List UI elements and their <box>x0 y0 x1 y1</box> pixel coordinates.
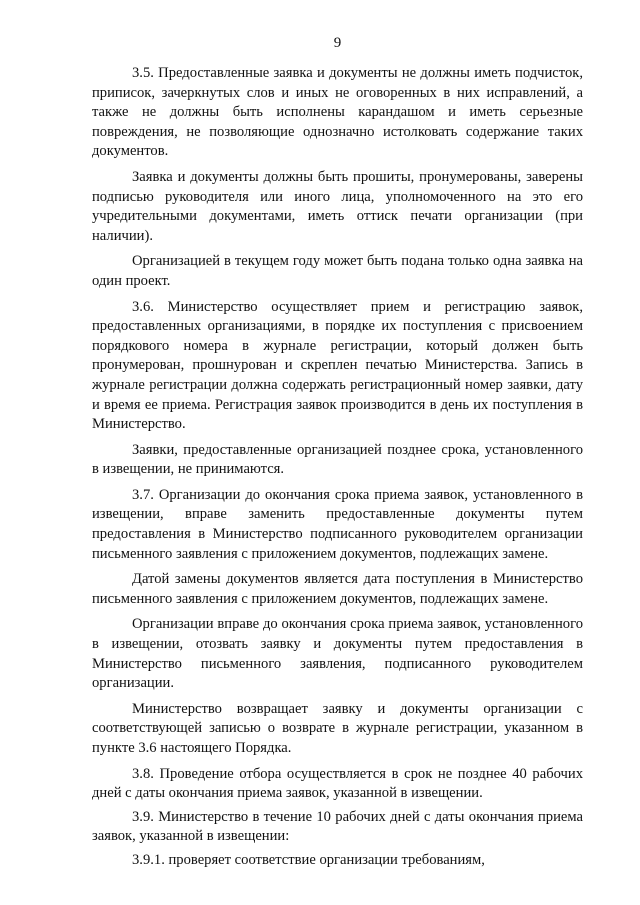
paragraph-3-5: 3.5. Предоставленные заявка и документы не должны иметь подчисток, приписок, зачеркнутых слов и иных не оговоренных в них исправлений, а также не должны быть исполнены карандашом и иметь серьезные повреждения, не позволяющие однозначно истолковать содержание таких документов. <box>92 65 583 160</box>
paragraph-return: Министерство возвращает заявку и документы организации с соответствующей записью о возврате в журнале регистрации, указанном в пункте 3.6 настоящего Порядка. <box>92 700 583 756</box>
paragraph-3-8: 3.8. Проведение отбора осуществляется в срок не позднее 40 рабочих дней с даты окончания приема заявок, указанной в извещении. <box>92 765 583 802</box>
paragraph-3-7: 3.7. Организации до окончания срока приема заявок, установленного в извещении, вправе заменить предоставленные документы путем предоставления в Министерство подписанного руководителем организации письменного заявления с приложением документов, подлежащих замене. <box>92 486 583 562</box>
paragraph-signing-requirements: Заявка и документы должны быть прошиты, пронумерованы, заверены подписью руководителя или иного лица, уполномоченного на это его учредительными документами, иметь оттиск печати организации (при наличии). <box>92 168 583 244</box>
page-number: 9 <box>333 35 342 51</box>
paragraph-withdrawal: Организации вправе до окончания срока приема заявок, установленного в извещении, отозвать заявку и документы путем предоставления в Министерство письменного заявления, подписанного руководителем организации. <box>92 616 583 692</box>
paragraph-3-6: 3.6. Министерство осуществляет прием и регистрацию заявок, предоставленных организациями, в порядке их поступления с присвоением порядкового номера в журнале регистрации, который должен быть пронумерован, прошнурован и скреплен печатью Министерства. Запись в журнале регистрации должна содержать регистрационный номер заявки, дату и время ее приема. Регистрация заявок производится в день их поступления в Министерство. <box>92 298 583 433</box>
paragraph-late-applications: Заявки, предоставленные организацией позднее срока, установленного в извещении, не принимаются. <box>92 441 583 478</box>
paragraph-3-9-1: 3.9.1. проверяет соответствие организации требованиям, <box>132 851 485 868</box>
paragraph-one-application: Организацией в текущем году может быть подана только одна заявка на один проект. <box>92 253 583 289</box>
paragraph-replacement-date: Датой замены документов является дата поступления в Министерство письменного заявления с приложением документов, подлежащих замене. <box>92 571 583 607</box>
paragraph-3-9: 3.9. Министерство в течение 10 рабочих дней с даты окончания приема заявок, указанной в извещении: <box>92 808 583 845</box>
